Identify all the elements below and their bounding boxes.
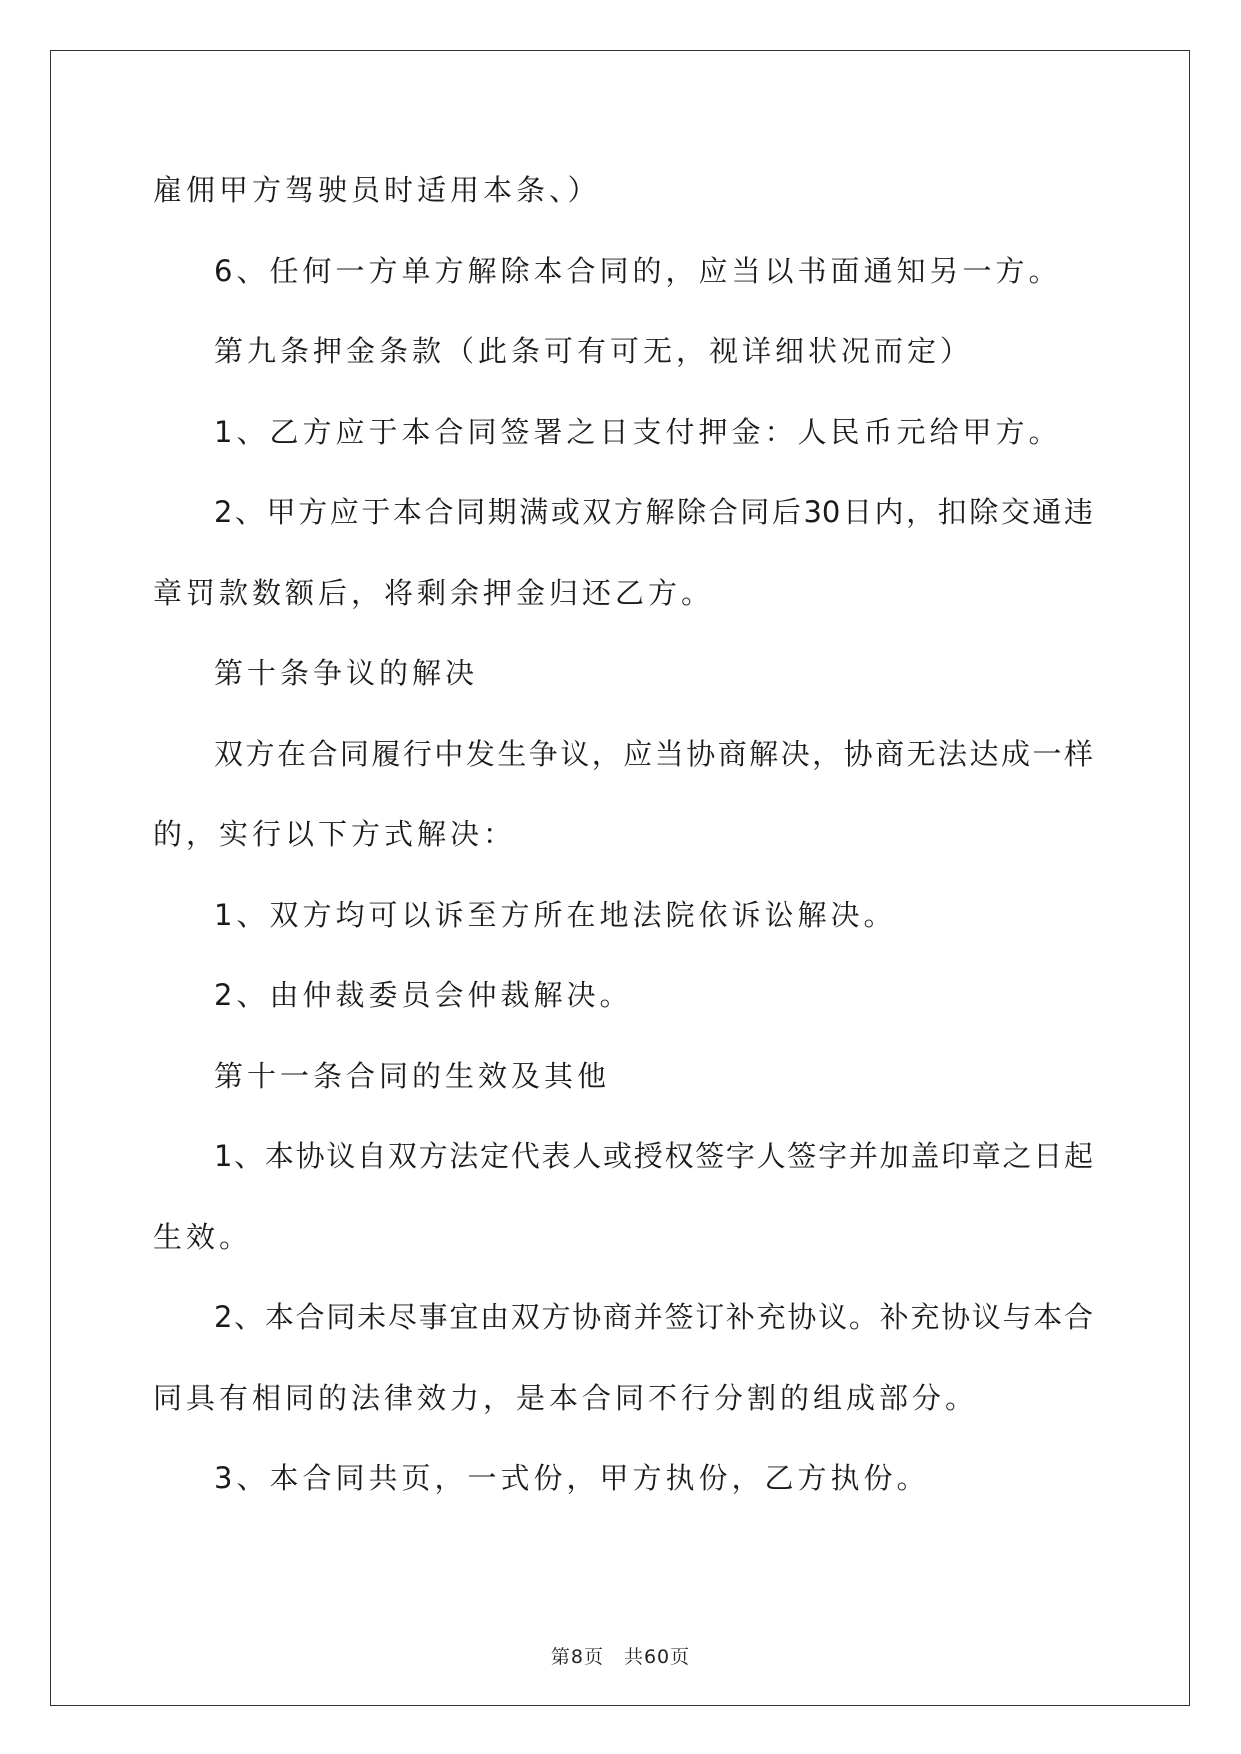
clause-heading-9: 第九条押金条款（此条可有可无，视详细状况而定）	[214, 334, 974, 368]
text-line-16: 同具有相同的法律效力，是本合同不行分割的组成部分。	[153, 1381, 979, 1415]
text-line-6: 章罚款数额后，将剩余押金归还乙方。	[153, 576, 715, 610]
text-line-15: 2、本合同未尽事宜由双方协商并签订补充协议。补充协议与本合	[214, 1300, 1093, 1334]
text-line-8: 双方在合同履行中发生争议，应当协商解决，协商无法达成一样	[214, 737, 1093, 771]
text-line-9: 的，实行以下方式解决：	[153, 817, 517, 851]
text-line-13: 1、本协议自双方法定代表人或授权签字人签字并加盖印章之日起	[214, 1139, 1093, 1173]
text-line-17: 3、本合同共页，一式份，甲方执份，乙方执份。	[214, 1461, 930, 1495]
page-number-footer: 第8页 共60页	[550, 1646, 691, 1668]
text-line-4: 1、乙方应于本合同签署之日支付押金：人民币元给甲方。	[214, 415, 1062, 449]
text-line-10: 1、双方均可以诉至方所在地法院依诉讼解决。	[214, 898, 897, 932]
clause-heading-11: 第十一条合同的生效及其他	[214, 1059, 611, 1093]
text-line-1: 雇佣甲方驾驶员时适用本条、）	[153, 173, 601, 207]
text-line-14: 生效。	[153, 1220, 253, 1254]
text-line-11: 2、由仲裁委员会仲裁解决。	[214, 978, 633, 1012]
text-line-5: 2、甲方应于本合同期满或双方解除合同后30日内，扣除交通违	[214, 495, 1093, 529]
clause-heading-10: 第十条争议的解决	[214, 656, 479, 690]
text-line-2: 6、任何一方单方解除本合同的，应当以书面通知另一方。	[214, 254, 1062, 288]
